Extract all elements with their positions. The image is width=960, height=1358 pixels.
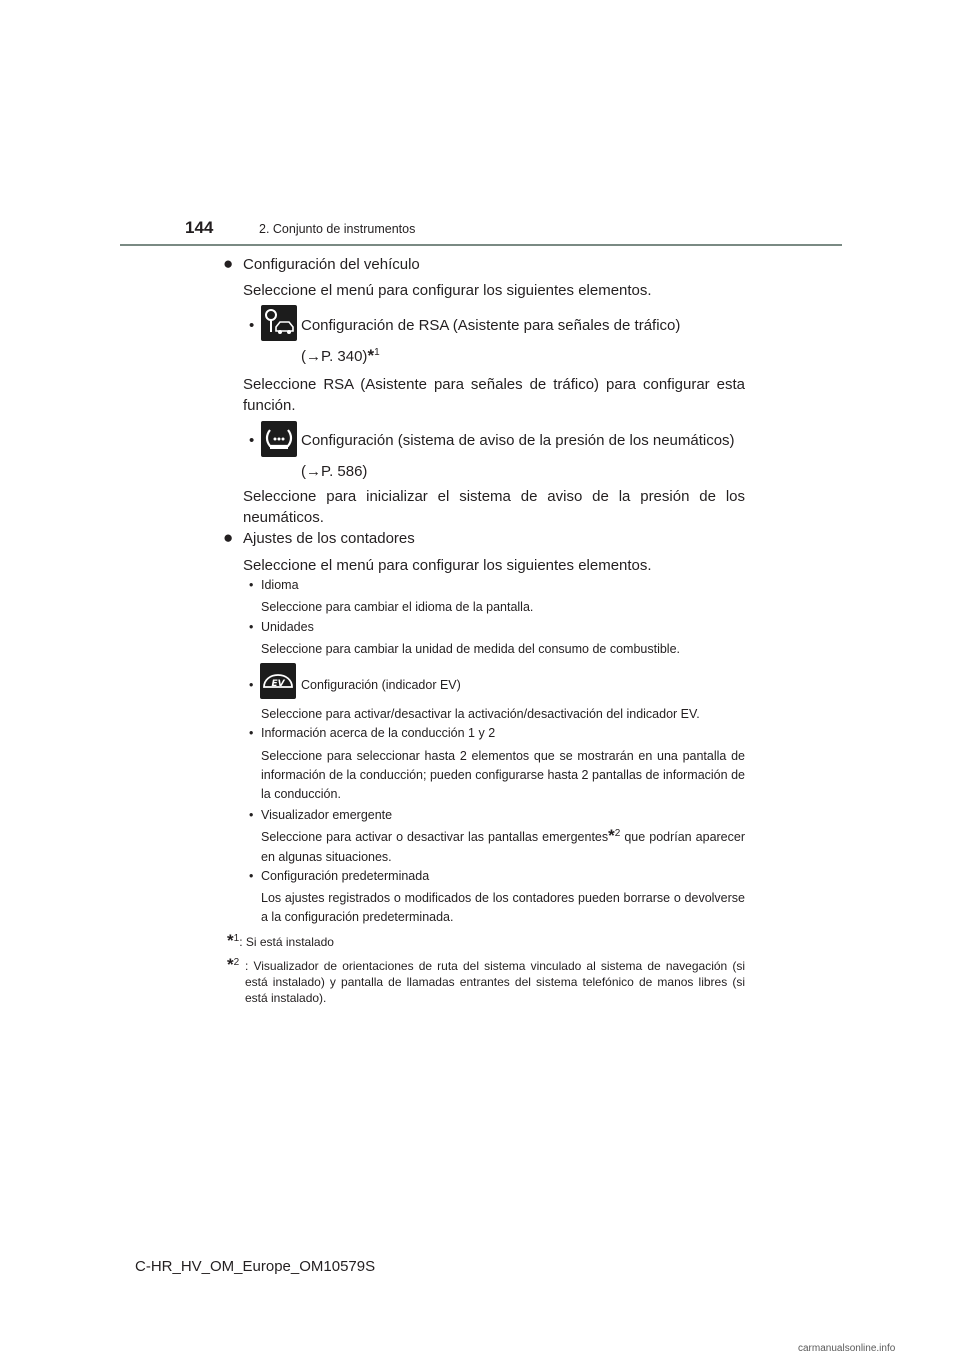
popup-footnote-number: 2 — [614, 827, 621, 839]
item-label-driving-info: Información acerca de la conducción 1 y 2 — [261, 726, 496, 740]
item-label-units: Unidades — [261, 620, 314, 634]
list-bullet: • — [249, 869, 254, 883]
tpws-description: Seleccione para inicializar el sistema de aviso de la presión de los neumáticos. — [243, 488, 745, 526]
list-bullet: • — [249, 678, 254, 692]
footnote-2-mark — [227, 955, 245, 974]
rsa-description: Seleccione RSA (Asistente para señales de tráfico) para configurar esta función. — [243, 376, 745, 414]
section-heading-meters: Ajustes de los contadores — [243, 530, 415, 547]
tpws-reference[interactable]: (→P. 586) — [301, 463, 368, 480]
section-bullet-icon: ● — [223, 528, 234, 547]
footnote-number: 1 — [233, 933, 240, 944]
chapter-title: 2. Conjunto de instrumentos — [259, 222, 416, 236]
list-bullet: • — [249, 578, 254, 592]
item-desc-popup — [261, 827, 745, 867]
watermark: carmanualsonline.info — [798, 1343, 896, 1354]
section-bullet-icon: ● — [223, 254, 234, 273]
ev-indicator-icon — [260, 663, 296, 699]
rsa-label: Configuración de RSA (Asistente para señales de tráfico) — [301, 317, 681, 334]
list-bullet: • — [249, 317, 255, 334]
tire-pressure-icon — [261, 421, 297, 457]
footnote-star: * — [367, 346, 375, 365]
footnote-2-text — [245, 958, 745, 1006]
item-desc-driving-info: Seleccione para seleccionar hasta 2 elementos que se mostrarán en una pantalla de información de la conducción; pueden configurarse hasta 2 pantallas de información de la conducción. — [261, 749, 745, 801]
popup-desc-a: Seleccione para activar o desactivar las pantallas emergentes — [261, 830, 609, 844]
section-intro: Seleccione el menú para configurar los siguientes elementos. — [243, 557, 652, 574]
document-id: C-HR_HV_OM_Europe_OM10579S — [135, 1258, 376, 1275]
item-desc-default: Los ajustes registrados o modificados de los contadores pueden borrarse o devolverse a la configuración predeterminada. — [261, 891, 745, 924]
item-desc-language: Seleccione para cambiar el idioma de la pantalla. — [261, 600, 534, 614]
section-heading-vehicle: Configuración del vehículo — [243, 256, 420, 273]
list-bullet: • — [249, 432, 255, 449]
footnote-text: : Visualizador de orientaciones de ruta del sistema vinculado al sistema de navegación (si está instalado) y pantalla de llamadas entrantes del sistema telefónico de manos libres (si está instalado). — [245, 959, 745, 1005]
list-bullet: • — [249, 726, 254, 740]
header-divider — [120, 244, 842, 246]
page-number: 144 — [185, 218, 214, 237]
item-desc-ev: Seleccione para activar/desactivar la activación/desactivación del indicador EV. — [261, 707, 700, 721]
traffic-sign-car-icon — [261, 305, 297, 341]
rsa-reference[interactable] — [301, 346, 380, 367]
list-bullet: • — [249, 808, 254, 822]
item-label-popup: Visualizador emergente — [261, 808, 393, 822]
footnote-star: * — [227, 955, 234, 974]
footnote-text: : Si está instalado — [239, 935, 334, 949]
footnote-number: 2 — [233, 957, 240, 968]
item-label-default: Configuración predeterminada — [261, 869, 430, 883]
svg-text:EV: EV — [271, 679, 285, 689]
popup-desc-b: que podrían aparecer en algunas situaciones. — [261, 830, 745, 864]
rsa-footnote-number: 1 — [374, 347, 380, 358]
footnote-star: * — [227, 931, 234, 950]
section-intro: Seleccione el menú para configurar los siguientes elementos. — [243, 282, 652, 299]
list-bullet: • — [249, 620, 254, 634]
footnote-star: * — [608, 826, 615, 845]
item-label-ev: Configuración (indicador EV) — [301, 678, 461, 692]
item-label-language: Idioma — [261, 578, 299, 592]
footnote-1 — [227, 931, 334, 950]
tpws-label: Configuración (sistema de aviso de la presión de los neumáticos) — [301, 432, 735, 449]
item-desc-units: Seleccione para cambiar la unidad de medida del consumo de combustible. — [261, 642, 681, 656]
rsa-ref-text: (→P. 340) — [301, 348, 368, 365]
